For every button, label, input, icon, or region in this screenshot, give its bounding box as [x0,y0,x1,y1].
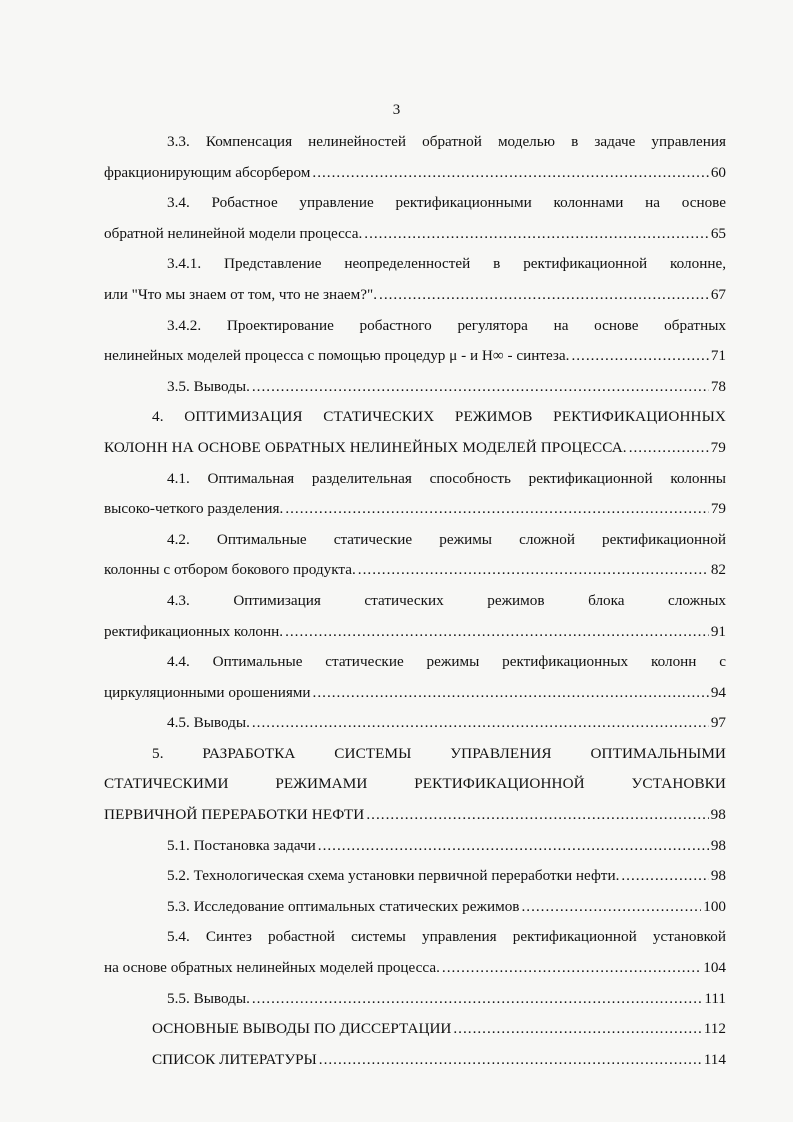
dot-leader [571,341,708,371]
toc-entry-4 [104,402,726,463]
toc-page-number: 67 [710,285,726,303]
toc-entry-line [104,708,726,739]
toc-entry-last-line [104,158,726,189]
toc-entry-4-5 [104,708,726,739]
toc-entry-text: ПЕРВИЧНОЙ ПЕРЕРАБОТКИ НЕФТИ [104,806,365,824]
toc-entry-references [104,1045,726,1076]
toc-entry-text-line: 4.1. Оптимальная разделительная способность ректификационной колонны [167,469,726,487]
toc-entry-text: КОЛОНН НА ОСНОВЕ ОБРАТНЫХ НЕЛИНЕЙНЫХ МОДЕЛЕЙ ПРОЦЕССА. [104,438,627,456]
dot-leader [285,617,709,647]
toc-page-number: 82 [710,561,726,579]
toc-entry-5-4 [104,922,726,983]
toc-page-number: 78 [710,377,726,395]
toc-page-number: 111 [704,989,726,1007]
toc-entry-text-line: 4. ОПТИМИЗАЦИЯ СТАТИЧЕСКИХ РЕЖИМОВ РЕКТИФИКАЦИОННЫХ [152,408,726,426]
page-number: 3 [392,102,401,118]
toc-page-number: 79 [710,438,726,456]
toc-page-number: 91 [710,622,726,640]
toc-entry-text: ректификационных колонн. [104,622,284,640]
toc-entry-text-line: 3.4.1. Представление неопределенностей в ректификационной колонне, [167,255,726,273]
toc-entry-text: высоко-четкого разделения. [104,500,284,518]
toc-page-number: 112 [703,1020,726,1038]
toc-entry-text: или "Что мы знаем от том, что не знаем?". [104,285,378,303]
toc-entry-text-line: 4.4. Оптимальные статические режимы ректификационных колонн с [167,653,726,671]
toc-page-number: 65 [710,224,726,242]
toc-page-number: 114 [703,1050,726,1068]
dot-leader [621,861,708,891]
toc-entry-line [104,984,726,1015]
toc-entry-3-3 [104,127,726,188]
toc-entry-3-5 [104,372,726,403]
toc-page-number: 100 [703,897,726,915]
dot-leader [366,800,708,830]
toc-entry-text: обратной нелинейной модели процесса. [104,224,363,242]
toc-entry-5-5 [104,984,726,1015]
toc-entry-3-4 [104,188,726,249]
toc-entry-line [104,1014,726,1045]
dot-leader [364,219,709,249]
dot-leader [252,372,709,402]
toc-page-number: 98 [710,867,726,885]
toc-entry-last-line [104,341,726,372]
toc-page-number: 71 [710,347,726,365]
toc-entry-text-line: 5.4. Синтез робастной системы управления ректификационной установкой [167,928,726,946]
toc-page-number: 94 [710,683,726,701]
toc-entry-line [104,831,726,862]
toc-entry-3-4-1 [104,249,726,310]
toc-entry-5-2 [104,861,726,892]
toc-entry-text-line: СТАТИЧЕСКИМИ РЕЖИМАМИ РЕКТИФИКАЦИОННОЙ УСТАНОВКИ [104,775,726,793]
toc-page-number: 104 [703,959,726,977]
toc-page-number: 98 [710,806,726,824]
table-of-contents [104,127,726,1075]
toc-entry-text-line: 3.4.2. Проектирование робастного регулятора на основе обратных [167,316,726,334]
toc-entry-last-line [104,617,726,648]
toc-page-number: 98 [710,836,726,854]
toc-entry-text: ОСНОВНЫЕ ВЫВОДЫ ПО ДИССЕРТАЦИИ [152,1020,452,1038]
toc-entry-3-4-2 [104,311,726,372]
dot-leader [285,494,709,524]
dot-leader [358,555,709,585]
dot-leader [319,1045,702,1075]
toc-entry-text: нелинейных моделей процесса с помощью процедур μ - и H∞ - синтеза. [104,347,570,365]
dot-leader [453,1014,701,1044]
dot-leader [629,433,709,463]
toc-entry-text: 5.3. Исследование оптимальных статических режимов [167,897,520,915]
toc-entry-text: 4.5. Выводы. [167,714,250,732]
toc-entry-4-4 [104,647,726,708]
toc-entry-conclusions [104,1014,726,1045]
dot-leader [521,892,701,922]
dot-leader [252,984,702,1014]
toc-entry-text-line: 3.3. Компенсация нелинейностей обратной моделью в задаче управления [167,133,726,150]
toc-entry-text-line: 4.3. Оптимизация статических режимов блока сложных [167,591,726,609]
toc-entry-4-2 [104,525,726,586]
toc-entry-line [104,1045,726,1076]
toc-page-number: 60 [710,163,726,181]
toc-entry-text-line: 4.2. Оптимальные статические режимы сложной ректификационной [167,530,726,548]
toc-entry-last-line [104,800,726,831]
toc-entry-text: СПИСОК ЛИТЕРАТУРЫ [152,1050,317,1068]
toc-entry-text-line: 3.4. Робастное управление ректификационными колоннами на основе [167,194,726,212]
toc-entry-text: 3.5. Выводы. [167,377,250,395]
toc-entry-5-1 [104,831,726,862]
dot-leader [318,831,709,861]
dot-leader [252,708,709,738]
toc-entry-4-1 [104,464,726,525]
toc-entry-5-3 [104,892,726,923]
toc-entry-line [104,861,726,892]
toc-entry-text: 5.2. Технологическая схема установки первичной переработки нефти. [167,867,620,885]
toc-entry-line [104,372,726,403]
toc-entry-last-line [104,678,726,709]
toc-entry-line [104,892,726,923]
toc-entry-4-3 [104,586,726,647]
toc-entry-text: колонны с отбором бокового продукта. [104,561,356,579]
toc-page-number: 79 [710,500,726,518]
dot-leader [312,158,708,188]
toc-entry-text: циркуляционными орошениями [104,683,311,701]
toc-entry-text: фракционирующим абсорбером [104,163,311,181]
toc-entry-text: на основе обратных нелинейных моделей процесса. [104,959,440,977]
dot-leader [442,953,701,983]
dot-leader [313,678,709,708]
dot-leader [379,280,709,310]
toc-entry-5 [104,739,726,831]
toc-entry-last-line [104,555,726,586]
toc-entry-text: 5.1. Постановка задачи [167,836,316,854]
toc-entry-last-line [104,219,726,250]
toc-entry-last-line [104,280,726,311]
toc-entry-last-line [104,953,726,984]
toc-entry-text-line: 5. РАЗРАБОТКА СИСТЕМЫ УПРАВЛЕНИЯ ОПТИМАЛЬНЫМИ [152,744,726,762]
toc-entry-last-line [104,433,726,464]
toc-entry-text: 5.5. Выводы. [167,989,250,1007]
toc-page-number: 97 [710,714,726,732]
toc-entry-last-line [104,494,726,525]
